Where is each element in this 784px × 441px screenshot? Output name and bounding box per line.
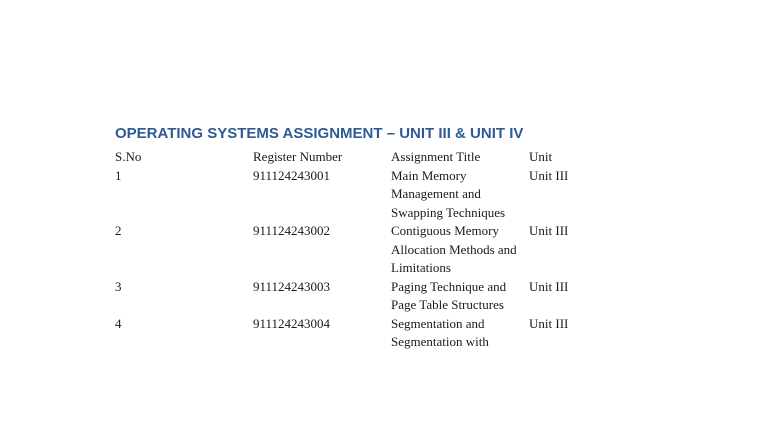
cell-assignment-title: Paging Technique and Page Table Structures <box>391 278 507 312</box>
header-sno: S.No <box>115 149 142 164</box>
table-row <box>115 278 619 315</box>
cell-sno: 1 <box>115 167 122 183</box>
cell-unit: Unit III <box>529 167 569 183</box>
cell-assignment-title-wrap <box>391 222 529 278</box>
cell-assignment-title: Contiguous Memory Allocation Methods and Limitations <box>391 223 517 275</box>
cell-unit: Unit III <box>529 278 569 294</box>
table-body <box>115 167 619 352</box>
header-register-number: Register Number <box>253 149 343 164</box>
cell-assignment-title-wrap <box>391 315 529 352</box>
cell-assignment-title-wrap <box>391 167 529 223</box>
cell-unit: Unit III <box>529 223 569 238</box>
cell-sno: 4 <box>115 315 122 331</box>
table-row <box>115 167 619 223</box>
assignment-table <box>115 148 619 352</box>
header-row <box>115 148 619 167</box>
cell-sno: 2 <box>115 223 122 238</box>
cell-sno: 3 <box>115 278 122 294</box>
cell-register-number: 911124243002 <box>253 223 331 238</box>
table-row <box>115 222 619 278</box>
cell-assignment-title: Segmentation and Segmentation with <box>391 315 489 349</box>
header-unit: Unit <box>529 149 553 164</box>
cell-assignment-title-wrap <box>391 278 529 315</box>
cell-assignment-title: Main Memory Management and Swapping Techniques <box>391 167 506 220</box>
table-header <box>115 148 619 167</box>
document-title: OPERATING SYSTEMS ASSIGNMENT – UNIT III & UNIT IV <box>115 125 524 142</box>
header-assignment-title: Assignment Title <box>391 149 481 164</box>
cell-register-number: 911124243001 <box>253 167 331 183</box>
cell-register-number: 911124243004 <box>253 315 331 331</box>
table-row <box>115 315 619 352</box>
cell-register-number: 911124243003 <box>253 278 331 294</box>
cell-unit: Unit III <box>529 315 569 331</box>
